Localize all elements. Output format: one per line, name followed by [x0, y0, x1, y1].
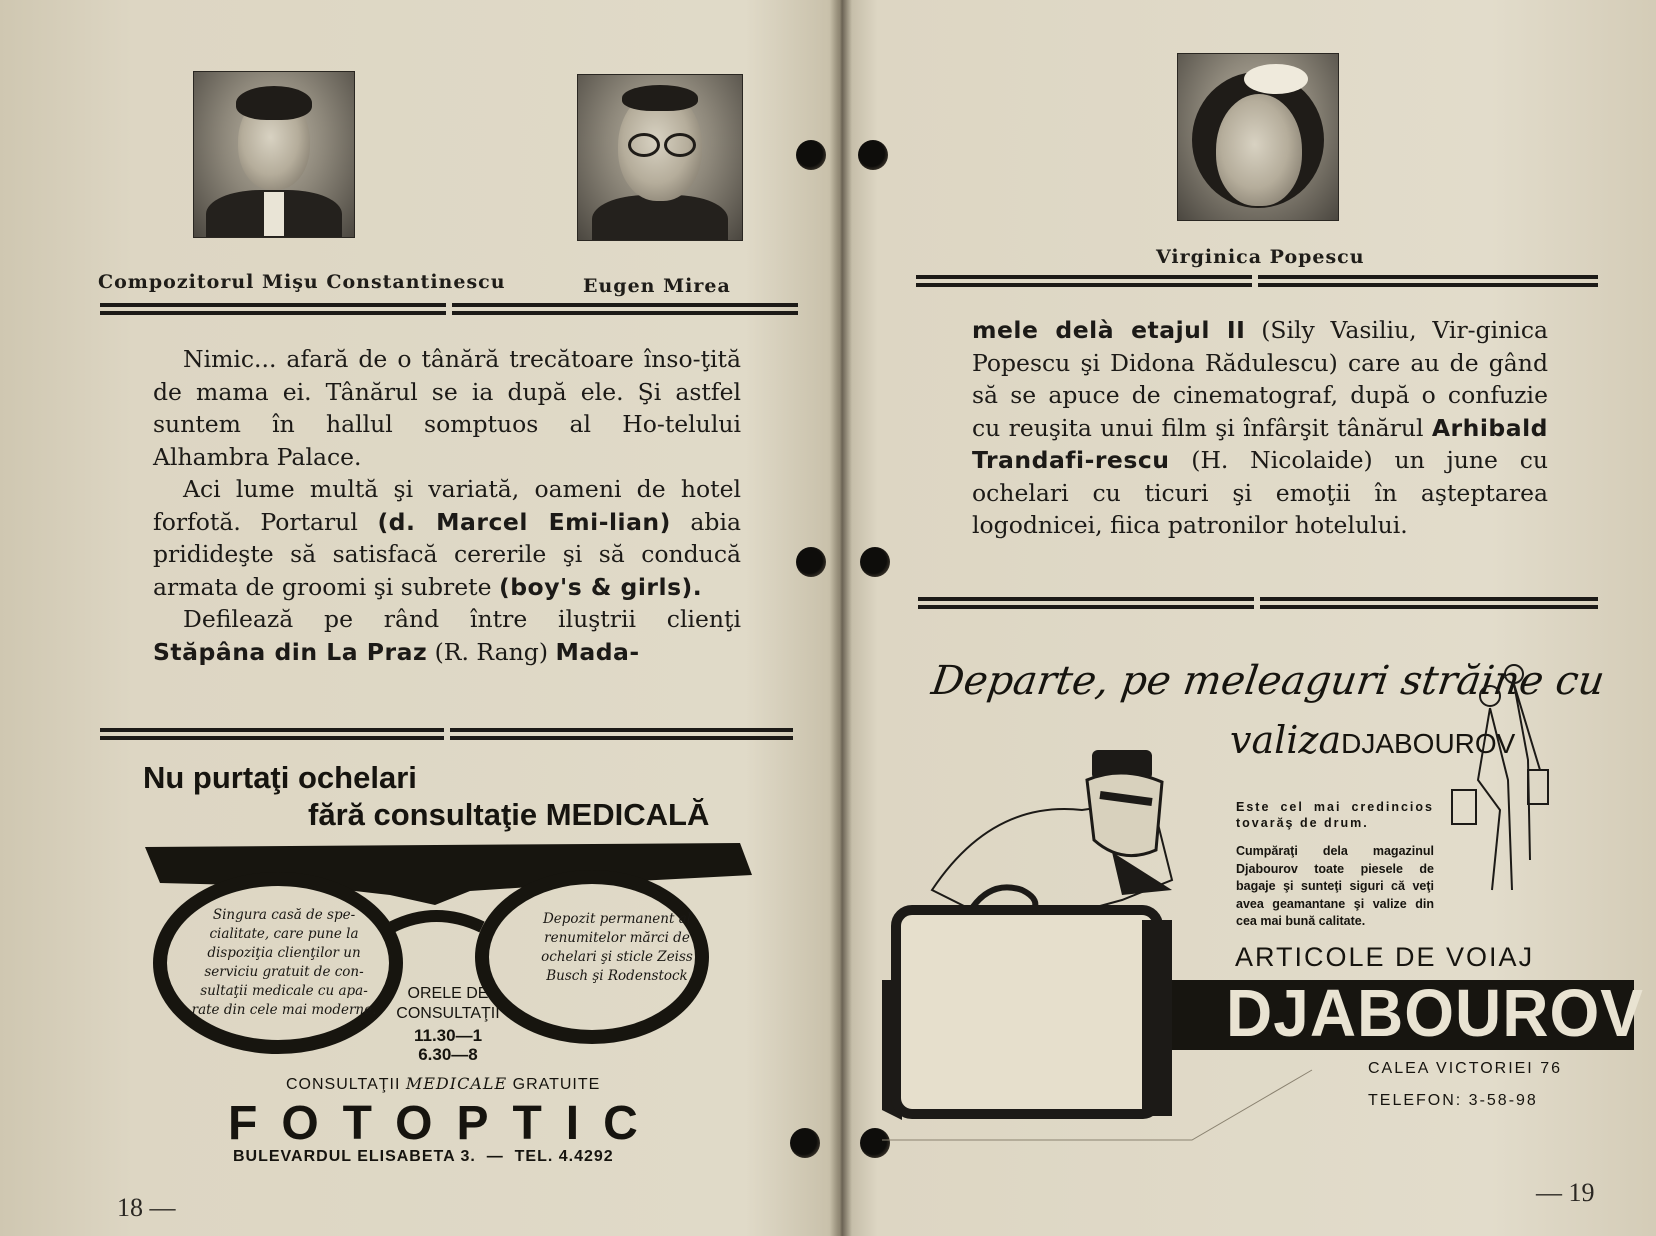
consultation-hours-1: 11.30—1	[413, 1026, 483, 1045]
actress-caption: Virginica Popescu	[1156, 246, 1365, 268]
ad-script-headline: Departe, pe meleaguri străine cu	[928, 658, 1608, 704]
consultation-hours-2: 6.30—8	[418, 1045, 478, 1064]
paragraph-continued: mele delà etajul II (Sily Vasiliu, Vir-ginica Popescu şi Didona Rădulescu) care au de gând să se apuce de cinematograf, după o confuzie cu reuşita unui film şi înfârşit tânărul Arhibald Trandafi-rescu (H. Nicolaide) un june cu ochelari cu ticuri şi emoţii în aşteptarea logodnicei, fiica patronilor hotelului.	[972, 316, 1548, 539]
paragraph-3: Defilează pe rând între iluştrii clienţi Stăpâna din La Praz (R. Rang) Mada-	[153, 605, 741, 666]
composer-caption: Compozitorul Mişu Constantinescu	[98, 271, 506, 293]
consultation-hours-title: ORELE DE CONSULTAŢII	[396, 985, 500, 1022]
ad-articles-title: ARTICOLE DE VOIAJ	[1235, 942, 1535, 972]
paragraph-1: Nimic... afară de o tânără trecătoare înso-ţită de mama ei. Tânărul se ia după ele. Şi astfel suntem în hallul somptuos al Ho-telului Alhambra Palace.	[153, 345, 741, 471]
right-page	[842, 0, 1656, 1236]
fotoptic-address: BULEVARDUL ELISABETA 3. — TEL. 4.4292	[233, 1148, 614, 1165]
paragraph-2: Aci lume multă şi variată, oameni de hotel forfotă. Portarul (d. Marcel Emi-lian) abia pridideşte să satisfacă cererile şi să conducă armata de groomi şi subrete (boy's & girls).	[153, 475, 741, 601]
ad-description-2: Cumpăraţi dela magazinul Djabourov toate piesele de bagaje şi sunteţi siguri că veţi avea geamantane şi valize din cea mai bună calitate.	[1236, 844, 1434, 928]
page-number-right: — 19	[1536, 1178, 1595, 1207]
ad-headline-1: Nu purtaţi ochelari	[143, 760, 417, 795]
djabourov-ad	[842, 0, 1656, 1236]
djabourov-street: CALEA VICTORIEI 76	[1368, 1060, 1562, 1077]
binding-hole	[796, 140, 826, 170]
actor-caption: Eugen Mirea	[583, 275, 731, 297]
binding-hole	[796, 547, 826, 577]
djabourov-phone: TELEFON: 3-58-98	[1368, 1092, 1538, 1109]
fotoptic-brand: FOTOPTIC	[228, 1097, 662, 1150]
right-lens-text: Depozit permanent al renumitelor mărci de ochelari şi sticle Zeiss Busch şi Rodenstock	[541, 911, 693, 984]
djabourov-brand: DJABOUROV	[1226, 975, 1644, 1051]
free-consultations-line: CONSULTAŢII MEDICALE GRATUITE	[286, 1074, 601, 1093]
left-lens-text: Singura casă de spe-cialitate, care pune la dispoziţia clienţilor un serviciu gratuit de con-sultaţii medicale cu apa-rate din cele mai moderne.	[191, 907, 377, 1018]
page-number-left: 18 —	[117, 1193, 176, 1222]
ad-description-1: Este cel mai credincios tovarăş de drum.	[1236, 800, 1434, 830]
binding-hole	[790, 1128, 820, 1158]
ad-script-valiza: valizaDJABOUROV	[1230, 718, 1516, 762]
traveller-sketch	[1450, 660, 1550, 910]
ad-headline-2: fără consultaţie MEDICALĂ	[308, 797, 710, 832]
